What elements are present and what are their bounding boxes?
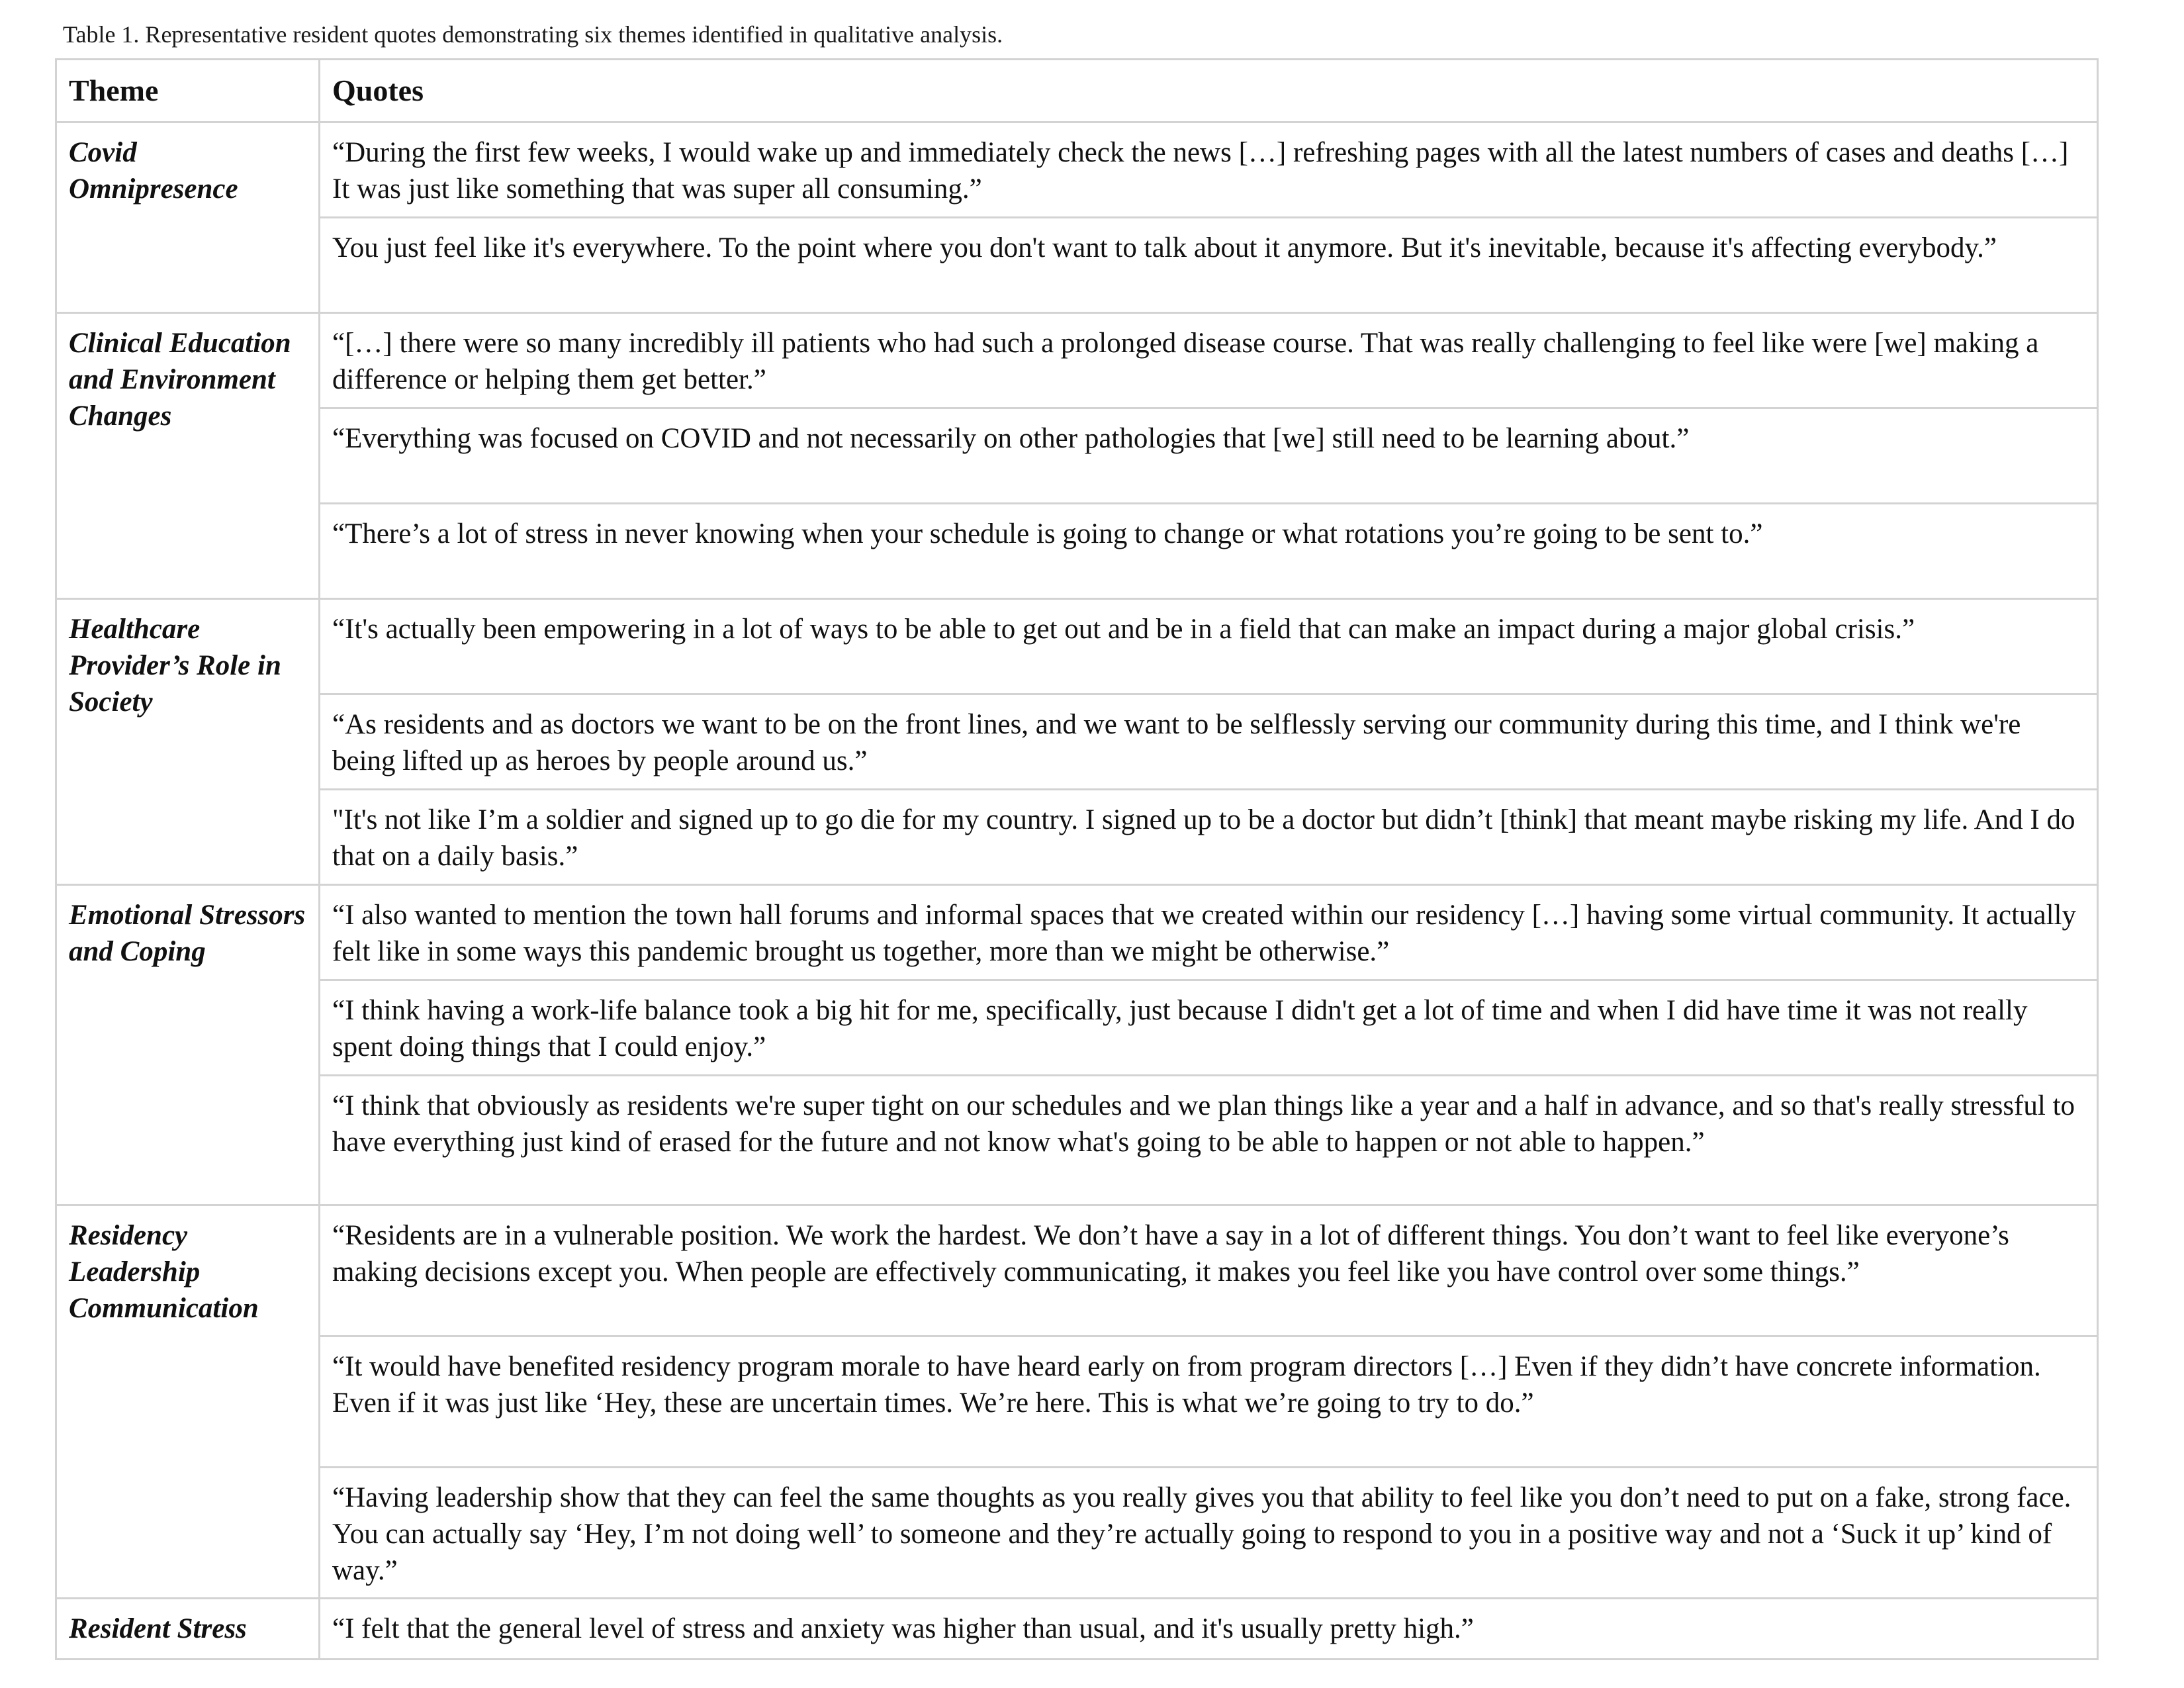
theme-cell-covid-omnipresence: Covid Omnipresence bbox=[56, 122, 320, 313]
table-caption: Table 1. Representative resident quotes demonstrating six themes identified in qualitative analysis. bbox=[63, 21, 1003, 48]
table-row bbox=[56, 885, 2098, 980]
table-header-row bbox=[56, 60, 2098, 122]
table-row bbox=[56, 980, 2098, 1076]
table-row bbox=[56, 218, 2098, 313]
table-row bbox=[56, 408, 2098, 504]
theme-cell-emotional-stressors: Emotional Stressors and Coping bbox=[56, 885, 320, 1205]
table-row bbox=[56, 1599, 2098, 1660]
table-row bbox=[56, 694, 2098, 790]
quote-cell: “I think having a work-life balance took a big hit for me, specifically, just because I didn't get a lot of time and when I did have time it was not really spent doing things that I could enjoy.” bbox=[320, 980, 2098, 1076]
header-quotes: Quotes bbox=[320, 60, 2098, 122]
theme-cell-resident-stress: Resident Stress bbox=[56, 1599, 320, 1660]
table-row bbox=[56, 599, 2098, 694]
quote-cell: “As residents and as doctors we want to be on the front lines, and we want to be selflessly serving our community during this time, and I think we're being lifted up as heroes by people around us.” bbox=[320, 694, 2098, 790]
theme-cell-healthcare-provider-role: Healthcare Provider’s Role in Society bbox=[56, 599, 320, 885]
quote-cell: “[…] there were so many incredibly ill patients who had such a prolonged disease course. That was really challenging to feel like were [we] making a difference or helping them get better.” bbox=[320, 313, 2098, 408]
quote-cell: “I felt that the general level of stress and anxiety was higher than usual, and it's usually pretty high.” bbox=[320, 1599, 2098, 1660]
table-row bbox=[56, 1468, 2098, 1599]
quote-cell: “It would have benefited residency program morale to have heard early on from program directors […] Even if they didn’t have concrete information. Even if it was just like ‘Hey, these are uncertain times. We’re here. This is what we’re going to try to do.” bbox=[320, 1336, 2098, 1468]
table-row bbox=[56, 1205, 2098, 1336]
table-row bbox=[56, 1076, 2098, 1205]
quote-cell: “There’s a lot of stress in never knowing when your schedule is going to change or what rotations you’re going to be sent to.” bbox=[320, 504, 2098, 599]
quote-cell: “Having leadership show that they can feel the same thoughts as you really gives you that ability to feel like you don’t need to put on a fake, strong face. You can actually say ‘Hey, I’m not doing well’ to someone and they’re actually going to respond to you in a positive way and not a ‘Suck it up’ kind of way.” bbox=[320, 1468, 2098, 1599]
table-row bbox=[56, 313, 2098, 408]
table-row bbox=[56, 122, 2098, 218]
table-row bbox=[56, 504, 2098, 599]
header-theme: Theme bbox=[56, 60, 320, 122]
quote-cell: You just feel like it's everywhere. To the point where you don't want to talk about it anymore. But it's inevitable, because it's affecting everybody.” bbox=[320, 218, 2098, 313]
quote-cell: "It's not like I’m a soldier and signed up to go die for my country. I signed up to be a doctor but didn’t [think] that meant maybe risking my life. And I do that on a daily basis.” bbox=[320, 790, 2098, 885]
quote-cell: “It's actually been empowering in a lot of ways to be able to get out and be in a field that can make an impact during a major global crisis.” bbox=[320, 599, 2098, 694]
quote-cell: “I think that obviously as residents we're super tight on our schedules and we plan things like a year and a half in advance, and so that's really stressful to have everything just kind of erased for the future and not know what's going to be able to happen or not able to happen.” bbox=[320, 1076, 2098, 1205]
quote-cell: “Everything was focused on COVID and not necessarily on other pathologies that [we] still need to be learning about.” bbox=[320, 408, 2098, 504]
themes-quotes-table bbox=[55, 58, 2099, 1660]
table-row bbox=[56, 790, 2098, 885]
quote-cell: “I also wanted to mention the town hall forums and informal spaces that we created within our residency […] having some virtual community. It actually felt like in some ways this pandemic brought us together, more than we might be otherwise.” bbox=[320, 885, 2098, 980]
quote-cell: “During the first few weeks, I would wake up and immediately check the news […] refreshing pages with all the latest numbers of cases and deaths […] It was just like something that was super all consuming.” bbox=[320, 122, 2098, 218]
table-row bbox=[56, 1336, 2098, 1468]
quote-cell: “Residents are in a vulnerable position. We work the hardest. We don’t have a say in a lot of different things. You don’t want to feel like everyone’s making decisions except you. When people are effectively communicating, it makes you feel like you have control over some things.” bbox=[320, 1205, 2098, 1336]
theme-cell-clinical-education: Clinical Education and Environment Changes bbox=[56, 313, 320, 599]
theme-cell-residency-leadership: Residency Leadership Communication bbox=[56, 1205, 320, 1599]
